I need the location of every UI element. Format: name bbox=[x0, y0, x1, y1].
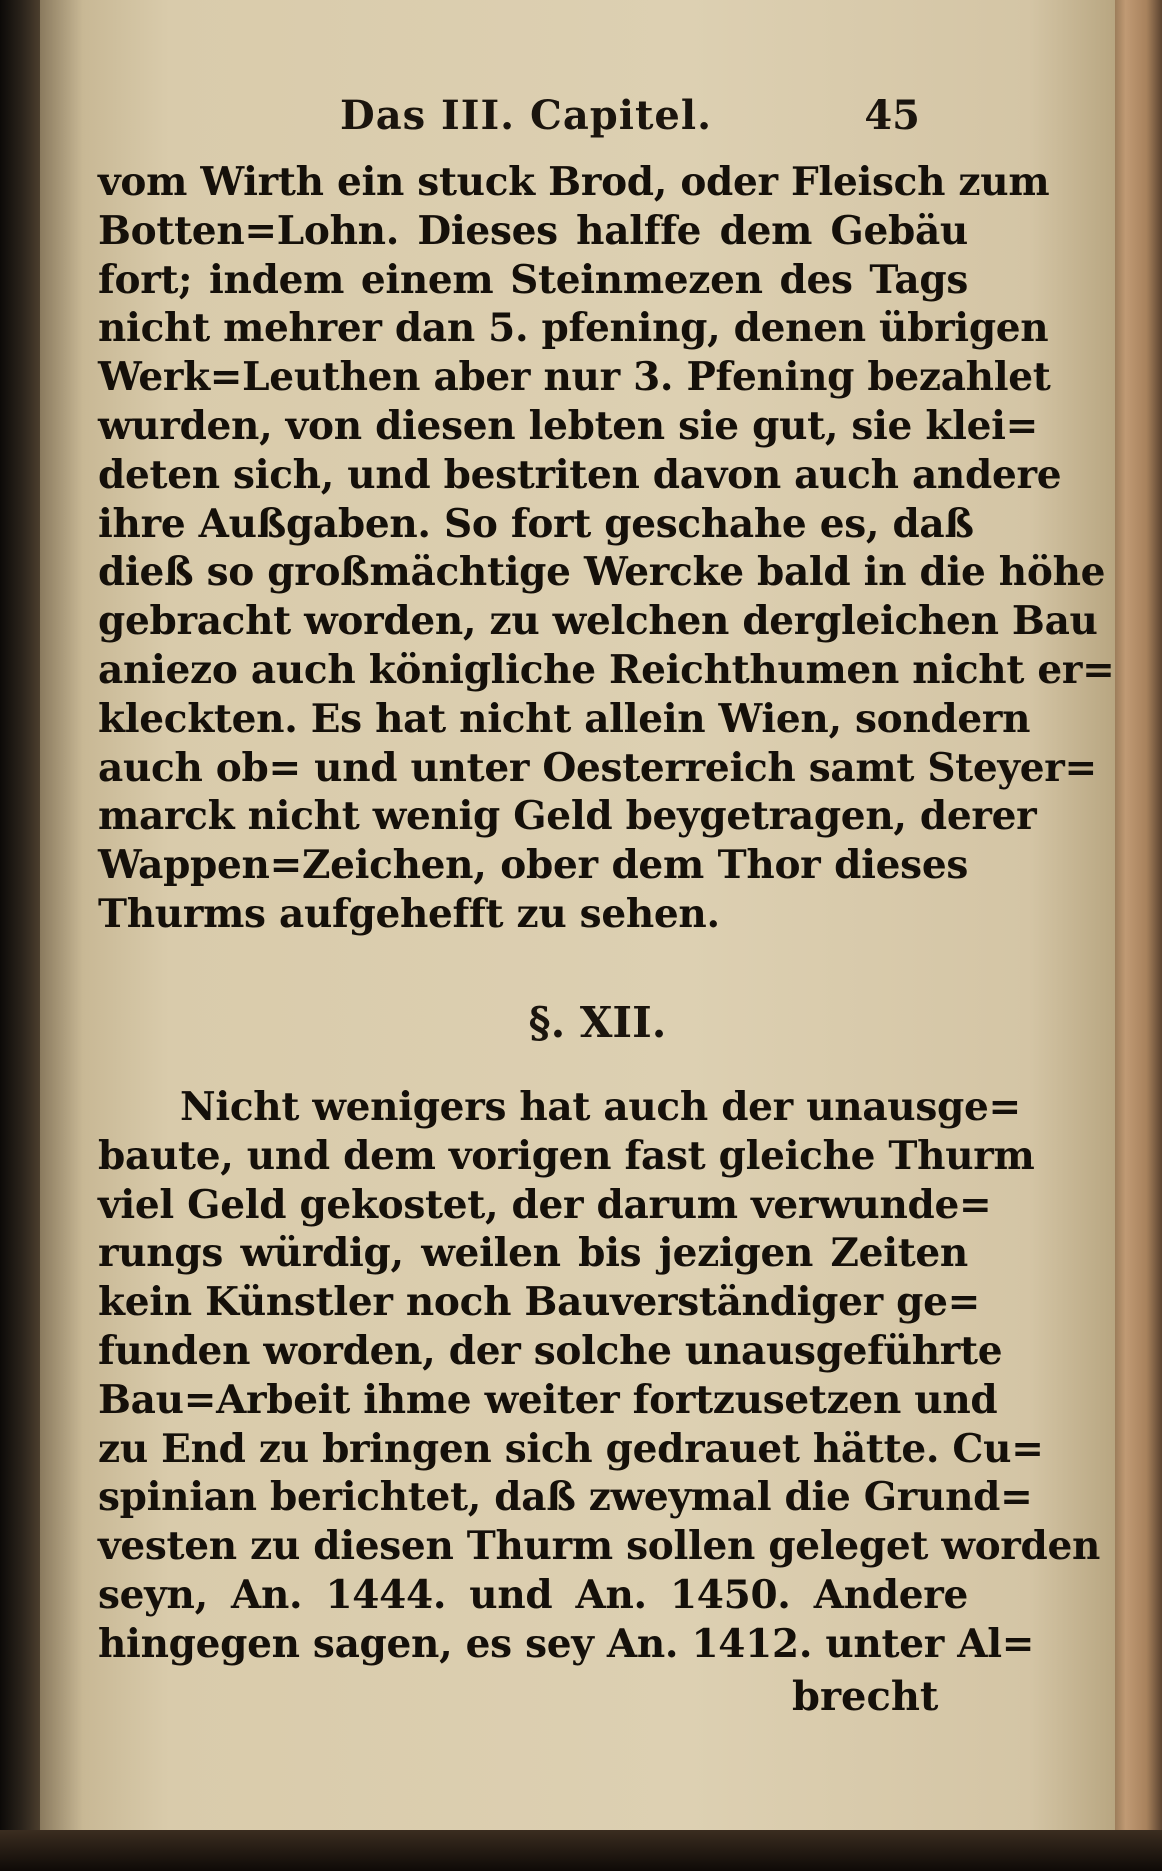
text-line: marck nicht wenig Geld beygetragen, derer bbox=[98, 793, 1037, 840]
text-line: rungs würdig, weilen bis jezigen Zeiten bbox=[98, 1230, 968, 1277]
text-line: ihre Außgaben. So fort geschahe es, daß bbox=[98, 500, 974, 547]
page-edges bbox=[1110, 0, 1162, 1845]
text-line: vesten zu diesen Thurm sollen geleget worden bbox=[98, 1523, 1101, 1570]
text-line: Werk=Leuthen aber nur 3. Pfening bezahlet bbox=[98, 354, 1051, 401]
section-heading: §. XII. bbox=[528, 998, 667, 1047]
text-line: deten sich, und bestriten davon auch andere bbox=[98, 451, 1062, 498]
text-line: nicht mehrer dan 5. pfening, denen übrigen bbox=[98, 305, 1049, 352]
text-line: kein Künstler noch Bauverständiger ge= bbox=[98, 1279, 980, 1326]
text-line: Bau=Arbeit ihme weiter fortzusetzen und bbox=[98, 1376, 998, 1423]
running-header bbox=[340, 92, 920, 152]
text-line: fort; indem einem Steinmezen des Tags bbox=[98, 256, 968, 303]
page-number: 45 bbox=[864, 92, 920, 139]
paragraph-1 bbox=[98, 158, 1115, 939]
text-line: zu End zu bringen sich gedrauet hätte. Cu= bbox=[98, 1425, 1044, 1472]
catchword: brecht bbox=[792, 1673, 939, 1720]
text-line: funden worden, der solche unausgeführte bbox=[98, 1327, 1003, 1374]
paragraph-2 bbox=[98, 1083, 1101, 1669]
text-line: vom Wirth ein stuck Brod, oder Fleisch zum bbox=[98, 159, 1050, 205]
text-line: Thurms aufgehefft zu sehen. bbox=[98, 890, 720, 937]
page-bottom-shadow bbox=[0, 1830, 1162, 1871]
text-line: wurden, von diesen lebten sie gut, sie klei= bbox=[98, 402, 1038, 449]
text-line: Wappen=Zeichen, ober dem Thor dieses bbox=[98, 842, 968, 889]
book-page bbox=[40, 0, 1115, 1840]
text-line: auch ob= und unter Oesterreich samt Steyer= bbox=[98, 744, 1097, 791]
text-line: seyn, An. 1444. und An. 1450. Andere bbox=[98, 1571, 968, 1618]
text-line: dieß so großmächtige Wercke bald in die höhe bbox=[98, 549, 1106, 596]
text-line: baute, und dem vorigen fast gleiche Thurm bbox=[98, 1132, 1035, 1179]
text-line: hingegen sagen, es sey An. 1412. unter Al= bbox=[98, 1620, 1035, 1667]
text-line: aniezo auch königliche Reichthumen nicht er= bbox=[98, 646, 1115, 693]
text-line: kleckten. Es hat nicht allein Wien, sondern bbox=[98, 695, 1031, 742]
text-line: gebracht worden, zu welchen dergleichen Bau bbox=[98, 598, 1098, 645]
text-line: viel Geld gekostet, der darum verwunde= bbox=[98, 1181, 992, 1228]
text-line: Botten=Lohn. Dieses halffe dem Gebäu bbox=[98, 207, 968, 254]
text-line: Nicht wenigers hat auch der unausge= bbox=[180, 1084, 1021, 1130]
text-line: spinian berichtet, daß zweymal die Grund= bbox=[98, 1474, 1033, 1521]
chapter-title: Das III. Capitel. bbox=[340, 92, 712, 139]
